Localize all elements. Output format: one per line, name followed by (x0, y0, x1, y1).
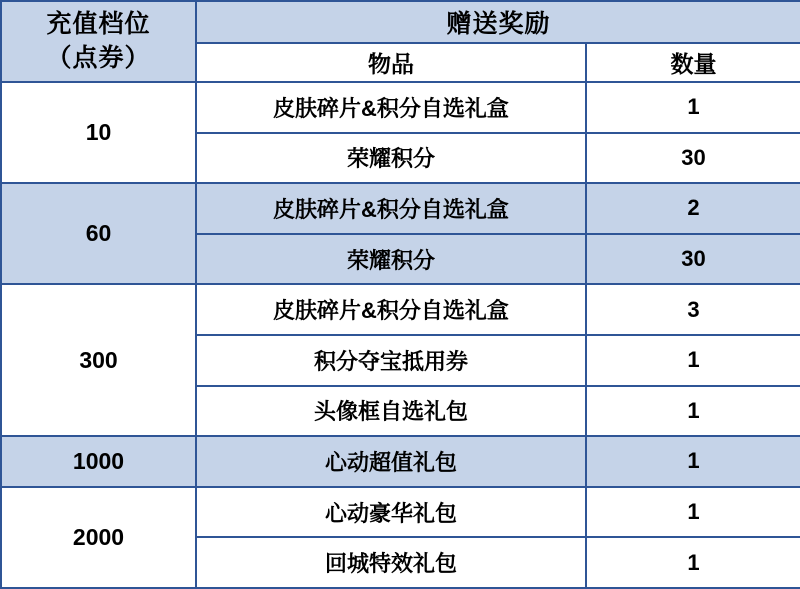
tier-cell: 60 (1, 183, 196, 284)
table-body (1, 82, 800, 588)
reward-quantity-cell: 30 (586, 133, 800, 184)
reward-quantity-cell: 1 (586, 82, 800, 133)
reward-item-cell: 皮肤碎片&积分自选礼盒 (196, 284, 586, 335)
header-reward-group: 赠送奖励 (196, 1, 800, 43)
table-row (1, 183, 800, 234)
table-header (1, 1, 800, 82)
table-row (1, 487, 800, 538)
tier-cell: 2000 (1, 487, 196, 588)
header-tier-line1: 充值档位 (46, 9, 151, 38)
tier-cell: 1000 (1, 436, 196, 487)
reward-quantity-cell: 1 (586, 436, 800, 487)
reward-quantity-cell: 1 (586, 335, 800, 386)
header-tier-line2: （点券） (46, 43, 151, 72)
reward-quantity-cell: 1 (586, 386, 800, 437)
reward-item-cell: 积分夺宝抵用券 (196, 335, 586, 386)
reward-quantity-cell: 30 (586, 234, 800, 285)
table-row (1, 436, 800, 487)
reward-item-cell: 心动超值礼包 (196, 436, 586, 487)
reward-quantity-cell: 1 (586, 487, 800, 538)
tier-cell: 300 (1, 284, 196, 436)
reward-item-cell: 心动豪华礼包 (196, 487, 586, 538)
header-tier (1, 1, 196, 82)
reward-item-cell: 皮肤碎片&积分自选礼盒 (196, 183, 586, 234)
reward-quantity-cell: 2 (586, 183, 800, 234)
table-row (1, 82, 800, 133)
reward-item-cell: 回城特效礼包 (196, 537, 586, 588)
tier-cell: 10 (1, 82, 196, 183)
reward-item-cell: 荣耀积分 (196, 133, 586, 184)
header-item: 物品 (196, 43, 586, 82)
reward-quantity-cell: 3 (586, 284, 800, 335)
reward-item-cell: 头像框自选礼包 (196, 386, 586, 437)
header-row-top (1, 1, 800, 43)
table-row (1, 284, 800, 335)
reward-quantity-cell: 1 (586, 537, 800, 588)
header-quantity: 数量 (586, 43, 800, 82)
reward-item-cell: 皮肤碎片&积分自选礼盒 (196, 82, 586, 133)
reward-item-cell: 荣耀积分 (196, 234, 586, 285)
